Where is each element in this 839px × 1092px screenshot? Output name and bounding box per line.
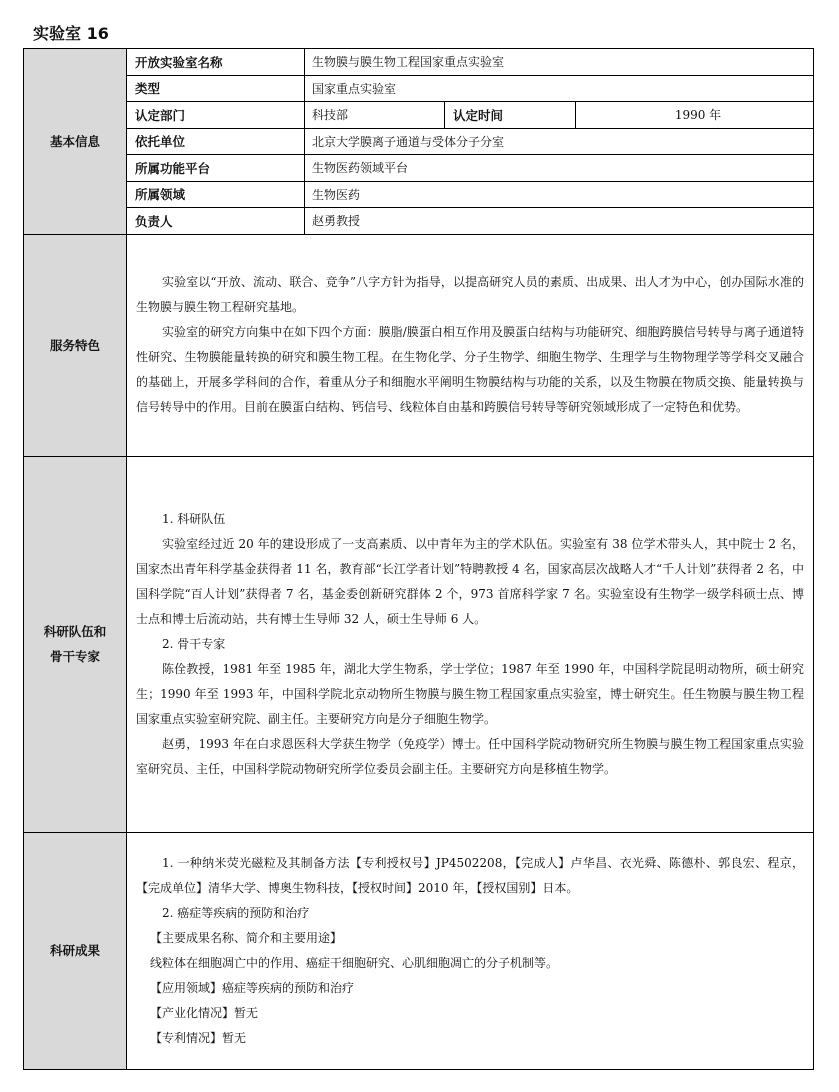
row-field — [24, 181, 814, 208]
row-results — [24, 832, 814, 1069]
section-results — [24, 832, 127, 1069]
type-label: 类型 — [127, 75, 305, 102]
team-content — [127, 456, 814, 832]
section-label: 科研成果 — [49, 943, 100, 958]
results-industrialization: 【产业化情况】暂无 — [150, 1005, 259, 1020]
row-dept — [24, 102, 814, 129]
results-application: 【应用领域】癌症等疾病的预防和治疗 — [150, 980, 355, 995]
team-heading-2: 2. 骨干专家 — [162, 636, 226, 651]
time-value: 1990 年 — [576, 102, 814, 129]
lab-name-label: 开放实验室名称 — [127, 49, 305, 76]
results-content — [127, 832, 814, 1069]
row-lab-name — [24, 49, 814, 76]
platform-value: 生物医药领域平台 — [305, 155, 814, 182]
results-item-1: 1. 一种纳米荧光磁粒及其制备方法【专利授权号】JP4502208，【完成人】卢华昌、衣光舜、陈德朴、郭良宏、程京，【完成单位】清华大学、博奥生物科技，【授权时间】2010 年，【授权国别】日本。 — [136, 855, 804, 895]
section-label: 基本信息 — [49, 133, 100, 149]
platform-label: 所属功能平台 — [127, 155, 305, 182]
service-paragraph-1: 实验室以“开放、流动、联合、竞争”八字方针为指导，以提高研究人员的素质、出成果、出人才为中心，创办国际水准的生物膜与膜生物工程研究基地。 — [136, 275, 804, 314]
section-label-line-1: 科研队伍和 — [43, 624, 107, 639]
team-paragraph-1: 实验室经过近 20 年的建设形成了一支高素质、以中青年为主的学术队伍。实验室有 38 位学术带头人，其中院士 2 名，国家杰出青年科学基金获得者 11 名，教育部“长江学者计划”特聘教授 4 名，国家高层次战略人才“千人计划”获得者 2 名，中国科学院“百人计划”获得者 7 名，基金委创新研究群体 2 个，973 首席科学家 7 名。实验室设有生物学一级学科硕士点、博士点和博士后流动站，共有博士生导师 32 人，硕士生导师 6 人。 — [136, 536, 804, 626]
row-host — [24, 128, 814, 155]
section-service — [24, 234, 127, 456]
section-label-line-2: 骨干专家 — [49, 649, 100, 664]
dept-label: 认定部门 — [127, 102, 305, 129]
row-type — [24, 75, 814, 102]
row-platform — [24, 155, 814, 182]
section-label: 服务特色 — [49, 337, 100, 353]
host-label: 依托单位 — [127, 128, 305, 155]
results-main-desc: 线粒体在细胞凋亡中的作用、癌症干细胞研究、心肌细胞凋亡的分子机制等。 — [150, 955, 559, 970]
team-paragraph-3: 赵勇，1993 年在白求恩医科大学获生物学（免疫学）博士。任中国科学院动物研究所生物膜与膜生物工程国家重点实验室研究员、主任，中国科学院动物研究所学位委员会副主任。主要研究方向是移植生物学。 — [136, 736, 804, 776]
row-leader — [24, 208, 814, 235]
field-label: 所属领域 — [127, 181, 305, 208]
lab-info-table — [23, 48, 814, 1070]
field-value: 生物医药 — [305, 181, 814, 208]
row-team — [24, 456, 814, 832]
team-paragraph-2: 陈佺教授，1981 年至 1985 年，湖北大学生物系，学士学位；1987 年至 1990 年，中国科学院昆明动物所，硕士研究生；1990 年至 1993 年，中国科学院北京动物所生物膜与膜生物工程国家重点实验室，博士研究生。任生物膜与膜生物工程国家重点实验室研究院、副主任。主要研究方向是分子细胞生物学。 — [136, 661, 804, 726]
host-value: 北京大学膜离子通道与受体分子分室 — [305, 128, 814, 155]
leader-value: 赵勇教授 — [305, 208, 814, 235]
lab-name-value: 生物膜与膜生物工程国家重点实验室 — [305, 49, 814, 76]
service-content — [127, 234, 814, 456]
page-heading: 实验室 16 — [33, 24, 109, 43]
section-basic-info — [24, 49, 127, 235]
type-value: 国家重点实验室 — [305, 75, 814, 102]
section-team — [24, 456, 127, 832]
results-main-title: 【主要成果名称、简介和主要用途】 — [150, 930, 343, 945]
service-paragraph-2: 实验室的研究方向集中在如下四个方面：膜脂/膜蛋白相互作用及膜蛋白结构与功能研究、细胞跨膜信号转导与离子通道特性研究、生物膜能量转换的研究和膜生物工程。在生物化学、分子生物学、细胞生物学、生理学与生物物理学等学科交叉融合的基础上，开展多学科间的合作，着重从分子和细胞水平阐明生物膜结构与功能的关系，以及生物膜在物质交换、能量转换与信号转导中的作用。目前在膜蛋白结构、钙信号、线粒体自由基和跨膜信号转导等研究领域形成了一定特色和优势。 — [136, 325, 804, 414]
time-label: 认定时间 — [445, 102, 576, 129]
dept-value: 科技部 — [305, 102, 445, 129]
team-heading-1: 1. 科研队伍 — [162, 511, 226, 526]
results-item-2: 2. 癌症等疾病的预防和治疗 — [162, 905, 310, 920]
leader-label: 负责人 — [127, 208, 305, 235]
results-patent: 【专利情况】暂无 — [150, 1030, 247, 1045]
row-service — [24, 234, 814, 456]
